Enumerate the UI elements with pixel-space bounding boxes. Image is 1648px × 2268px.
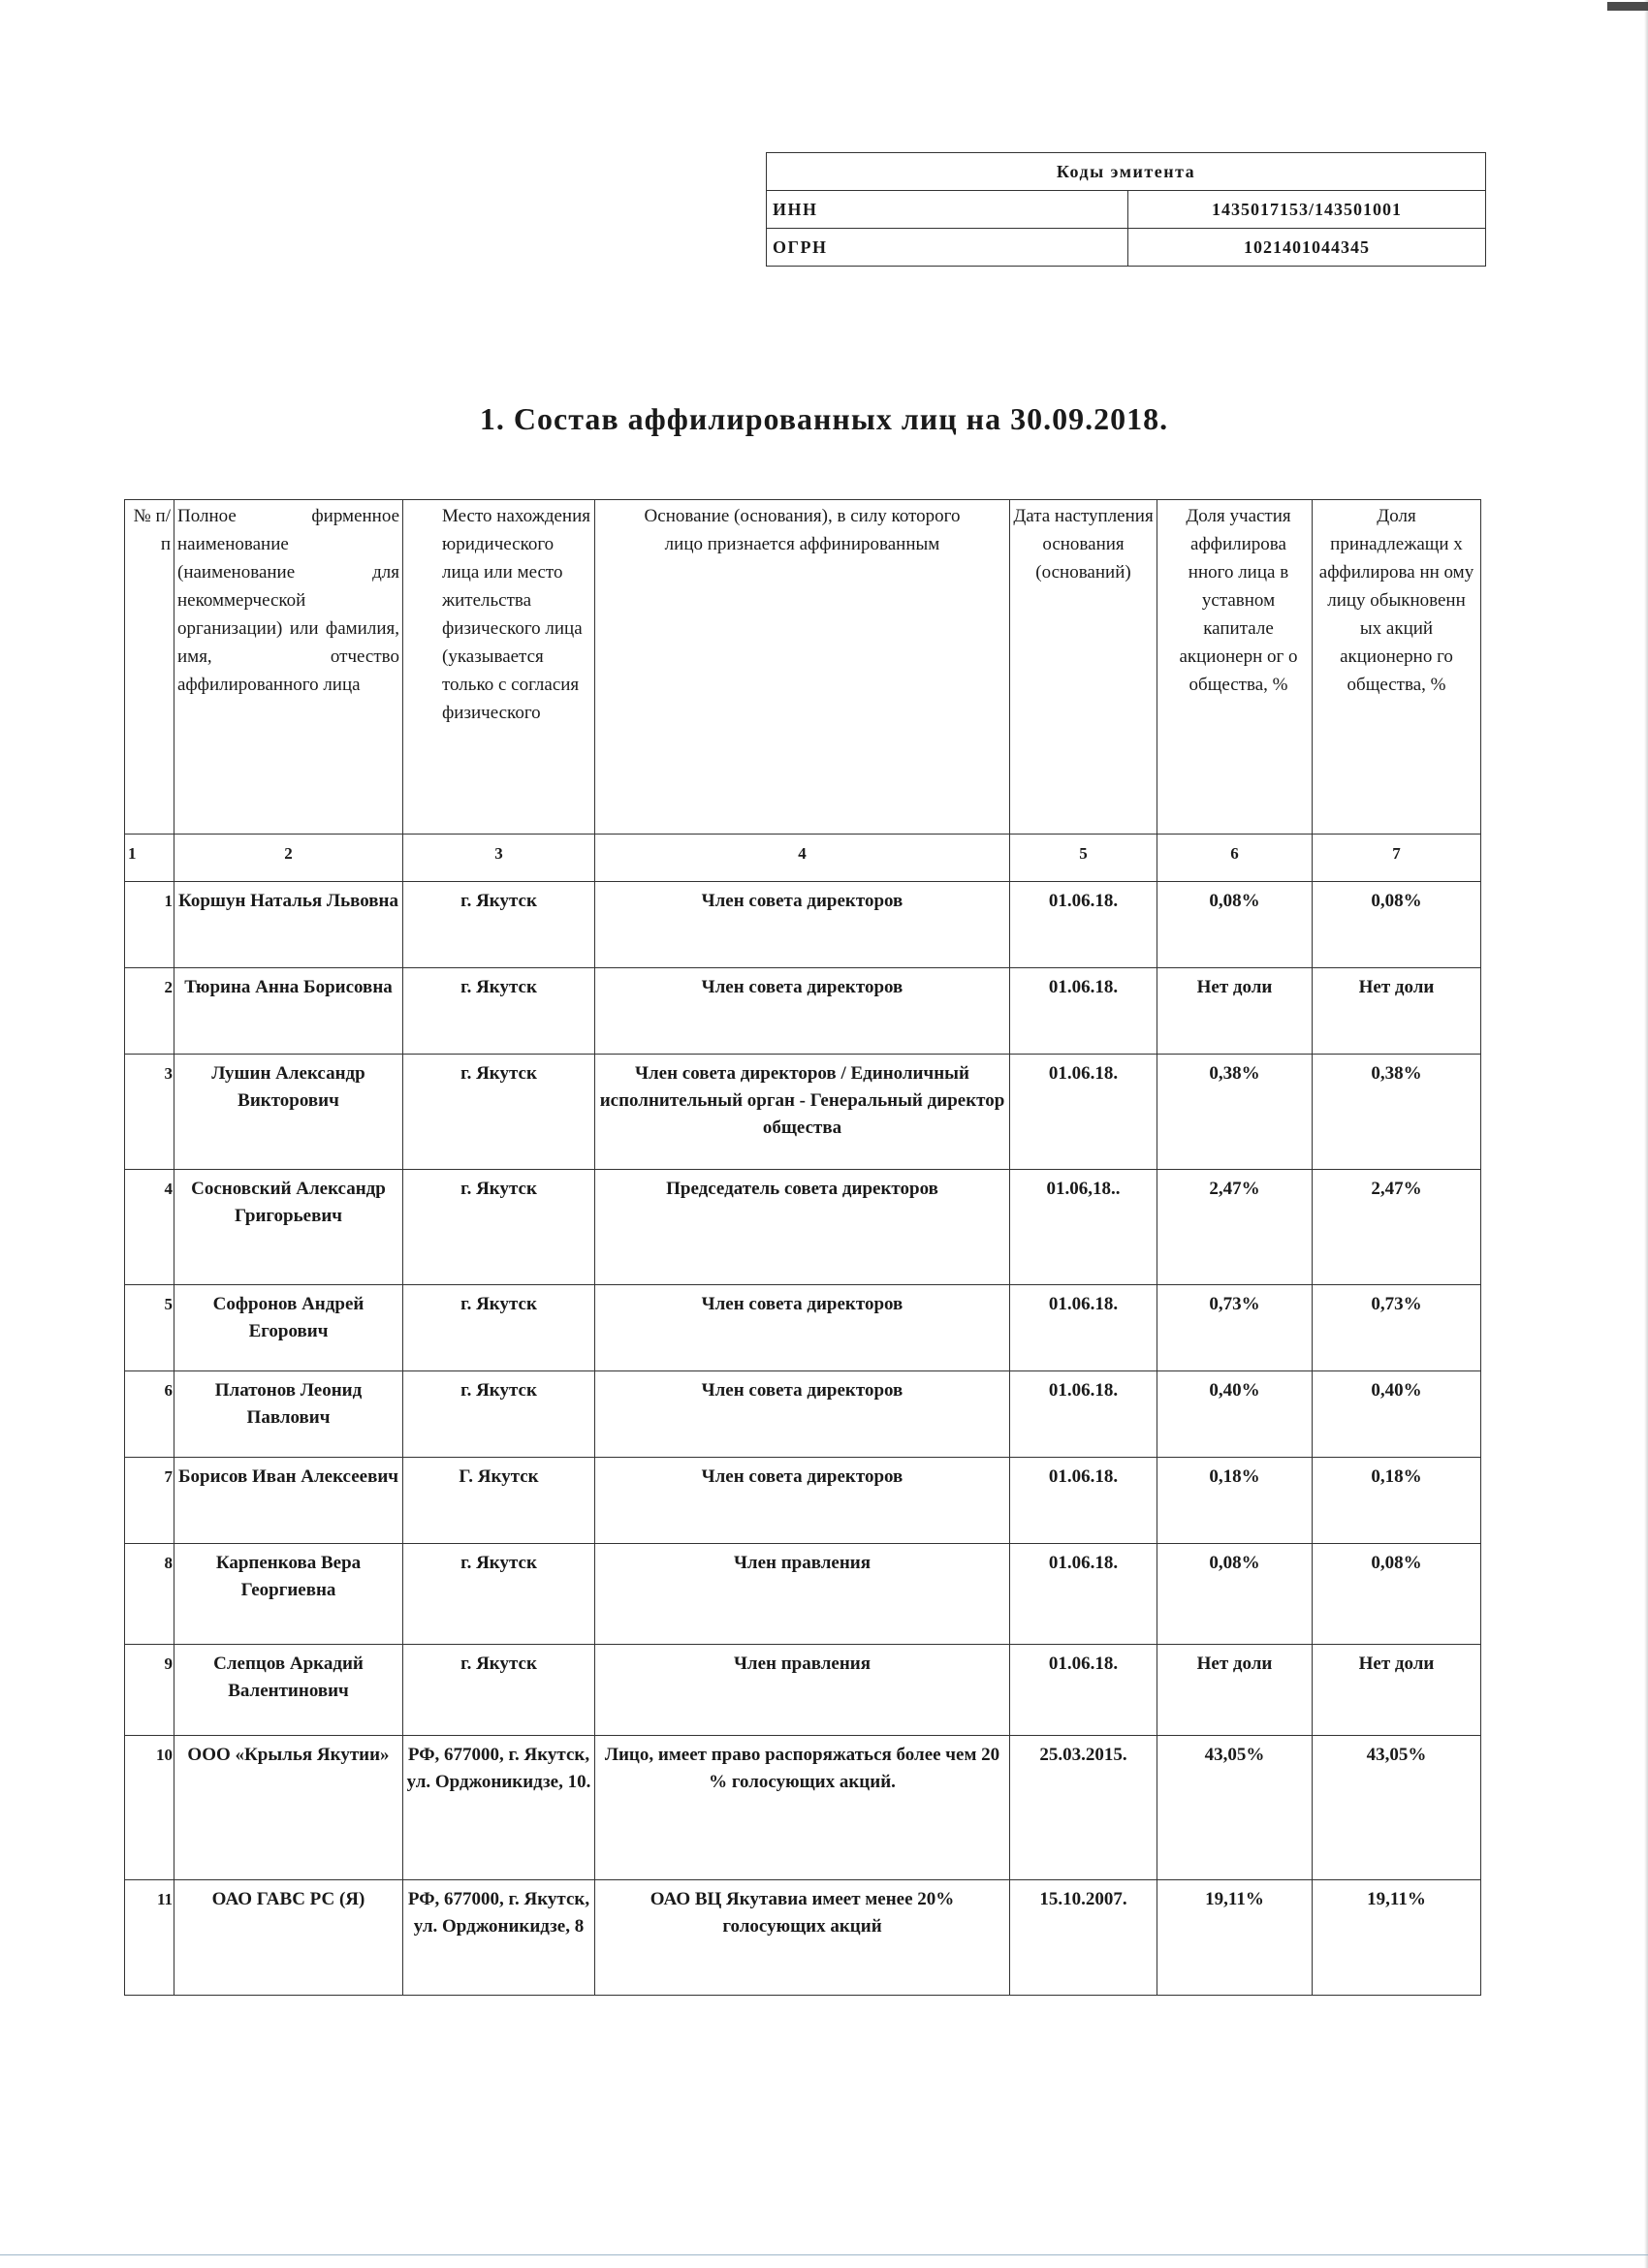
header-number: № п/п: [125, 500, 174, 835]
row-number: 8: [125, 1544, 174, 1645]
affiliation-basis: ОАО ВЦ Якутавиа имеет менее 20% голосующих акций: [595, 1880, 1010, 1996]
header-name: Полное фирменное наименование (наименование для некоммерческой организации) или фамилия, имя, отчество аффилированного лица: [174, 500, 403, 835]
table-row: [125, 882, 1481, 968]
affiliation-basis: Председатель совета директоров: [595, 1170, 1010, 1285]
row-number: 7: [125, 1458, 174, 1544]
affiliate-location: Г. Якутск: [403, 1458, 595, 1544]
affiliate-name: ОАО ГАВС РС (Я): [174, 1880, 403, 1996]
issuer-codes-table: [766, 152, 1486, 267]
ogrn-value: 1021401044345: [1128, 229, 1486, 267]
table-row: [125, 1645, 1481, 1736]
header-basis: Основание (основания), в силу которого лицо признается аффинированным: [595, 500, 1010, 835]
affiliate-name: Лушин Александр Викторович: [174, 1055, 403, 1170]
share-capital-percent: 19,11%: [1157, 1880, 1313, 1996]
page-edge: [1644, 0, 1648, 2268]
affiliation-basis: Член совета директоров: [595, 1285, 1010, 1371]
basis-date: 01.06.18.: [1010, 1055, 1157, 1170]
share-capital-percent: 43,05%: [1157, 1736, 1313, 1880]
share-capital-percent: Нет доли: [1157, 968, 1313, 1055]
column-number: 5: [1010, 835, 1157, 882]
column-number: 3: [403, 835, 595, 882]
header-date: Дата наступления основания (оснований): [1010, 500, 1157, 835]
affiliation-basis: Лицо, имеет право распоряжаться более чем 20 % голосующих акций.: [595, 1736, 1010, 1880]
row-number: 2: [125, 968, 174, 1055]
affiliate-location: г. Якутск: [403, 1544, 595, 1645]
affiliate-location: г. Якутск: [403, 1285, 595, 1371]
basis-date: 15.10.2007.: [1010, 1880, 1157, 1996]
share-stock-percent: 0,40%: [1313, 1371, 1481, 1458]
basis-date: 01.06.18.: [1010, 968, 1157, 1055]
basis-date: 01.06.18.: [1010, 1285, 1157, 1371]
affiliate-location: г. Якутск: [403, 882, 595, 968]
column-number-row: [125, 835, 1481, 882]
affiliate-location: г. Якутск: [403, 1170, 595, 1285]
document-title: 1. Состав аффилированных лиц на 30.09.2018.: [479, 401, 1169, 436]
affiliates-table: [124, 499, 1481, 1996]
column-number: 2: [174, 835, 403, 882]
table-row: [125, 1371, 1481, 1458]
basis-date: 01.06,18..: [1010, 1170, 1157, 1285]
affiliation-basis: Член правления: [595, 1544, 1010, 1645]
row-number: 3: [125, 1055, 174, 1170]
affiliate-location: РФ, 677000, г. Якутск, ул. Орджоникидзе, 8: [403, 1880, 595, 1996]
column-number: 4: [595, 835, 1010, 882]
affiliate-location: г. Якутск: [403, 1055, 595, 1170]
basis-date: 01.06.18.: [1010, 882, 1157, 968]
basis-date: 01.06.18.: [1010, 1544, 1157, 1645]
affiliation-basis: Член совета директоров: [595, 1371, 1010, 1458]
affiliate-name: Сосновский Александр Григорьевич: [174, 1170, 403, 1285]
issuer-code-row: [767, 191, 1486, 229]
row-number: 5: [125, 1285, 174, 1371]
affiliate-name: Карпенкова Вера Георгиевна: [174, 1544, 403, 1645]
table-row: [125, 968, 1481, 1055]
share-stock-percent: Нет доли: [1313, 968, 1481, 1055]
row-number: 4: [125, 1170, 174, 1285]
affiliate-name: Тюрина Анна Борисовна: [174, 968, 403, 1055]
affiliate-name: ООО «Крылья Якутии»: [174, 1736, 403, 1880]
column-number: 1: [125, 835, 174, 882]
scan-bottom-line: [0, 2254, 1648, 2255]
share-capital-percent: 0,73%: [1157, 1285, 1313, 1371]
share-stock-percent: 0,38%: [1313, 1055, 1481, 1170]
issuer-codes-title: Коды эмитента: [767, 153, 1486, 191]
share-stock-percent: Нет доли: [1313, 1645, 1481, 1736]
affiliation-basis: Член совета директоров: [595, 968, 1010, 1055]
basis-date: 01.06.18.: [1010, 1645, 1157, 1736]
share-capital-percent: 0,08%: [1157, 882, 1313, 968]
basis-date: 25.03.2015.: [1010, 1736, 1157, 1880]
basis-date: 01.06.18.: [1010, 1371, 1157, 1458]
header-location: Место нахождения юридического лица или место жительства физического лица (указывается только с согласия физического: [403, 500, 595, 835]
affiliation-basis: Член совета директоров: [595, 882, 1010, 968]
affiliate-name: Слепцов Аркадий Валентинович: [174, 1645, 403, 1736]
share-stock-percent: 0,08%: [1313, 1544, 1481, 1645]
affiliate-name: Коршун Наталья Львовна: [174, 882, 403, 968]
inn-value: 1435017153/143501001: [1128, 191, 1486, 229]
table-row: [125, 1458, 1481, 1544]
affiliate-name: Софронов Андрей Егорович: [174, 1285, 403, 1371]
share-stock-percent: 0,73%: [1313, 1285, 1481, 1371]
share-stock-percent: 43,05%: [1313, 1736, 1481, 1880]
header-share-stock: Доля принадлежащи х аффилирова нн ому лицу обыкновенн ых акций акционерно го общества, %: [1313, 500, 1481, 835]
share-capital-percent: 0,18%: [1157, 1458, 1313, 1544]
share-capital-percent: 0,38%: [1157, 1055, 1313, 1170]
table-row: [125, 1736, 1481, 1880]
affiliate-name: Платонов Леонид Павлович: [174, 1371, 403, 1458]
row-number: 11: [125, 1880, 174, 1996]
basis-date: 01.06.18.: [1010, 1458, 1157, 1544]
affiliation-basis: Член правления: [595, 1645, 1010, 1736]
header-share-capital: Доля участия аффилирова нного лица в уставном капитале акционерн ог о общества, %: [1157, 500, 1313, 835]
scan-corner-mark: [1607, 2, 1648, 11]
issuer-code-row: [767, 229, 1486, 267]
share-capital-percent: 0,40%: [1157, 1371, 1313, 1458]
share-capital-percent: Нет доли: [1157, 1645, 1313, 1736]
affiliation-basis: Член совета директоров: [595, 1458, 1010, 1544]
affiliate-location: г. Якутск: [403, 1371, 595, 1458]
column-number: 7: [1313, 835, 1481, 882]
table-row: [125, 1170, 1481, 1285]
affiliate-name: Борисов Иван Алексеевич: [174, 1458, 403, 1544]
row-number: 10: [125, 1736, 174, 1880]
affiliate-location: г. Якутск: [403, 968, 595, 1055]
table-row: [125, 1880, 1481, 1996]
affiliate-location: г. Якутск: [403, 1645, 595, 1736]
column-number: 6: [1157, 835, 1313, 882]
share-capital-percent: 2,47%: [1157, 1170, 1313, 1285]
table-row: [125, 1285, 1481, 1371]
inn-label: ИНН: [767, 191, 1128, 229]
share-stock-percent: 2,47%: [1313, 1170, 1481, 1285]
row-number: 1: [125, 882, 174, 968]
share-stock-percent: 0,08%: [1313, 882, 1481, 968]
share-stock-percent: 0,18%: [1313, 1458, 1481, 1544]
share-capital-percent: 0,08%: [1157, 1544, 1313, 1645]
ogrn-label: ОГРН: [767, 229, 1128, 267]
table-row: [125, 1055, 1481, 1170]
share-stock-percent: 19,11%: [1313, 1880, 1481, 1996]
affiliate-location: РФ, 677000, г. Якутск, ул. Орджоникидзе, 10.: [403, 1736, 595, 1880]
row-number: 6: [125, 1371, 174, 1458]
row-number: 9: [125, 1645, 174, 1736]
table-row: [125, 1544, 1481, 1645]
affiliation-basis: Член совета директоров / Единоличный исполнительный орган - Генеральный директор общества: [595, 1055, 1010, 1170]
table-header-row: [125, 500, 1481, 835]
